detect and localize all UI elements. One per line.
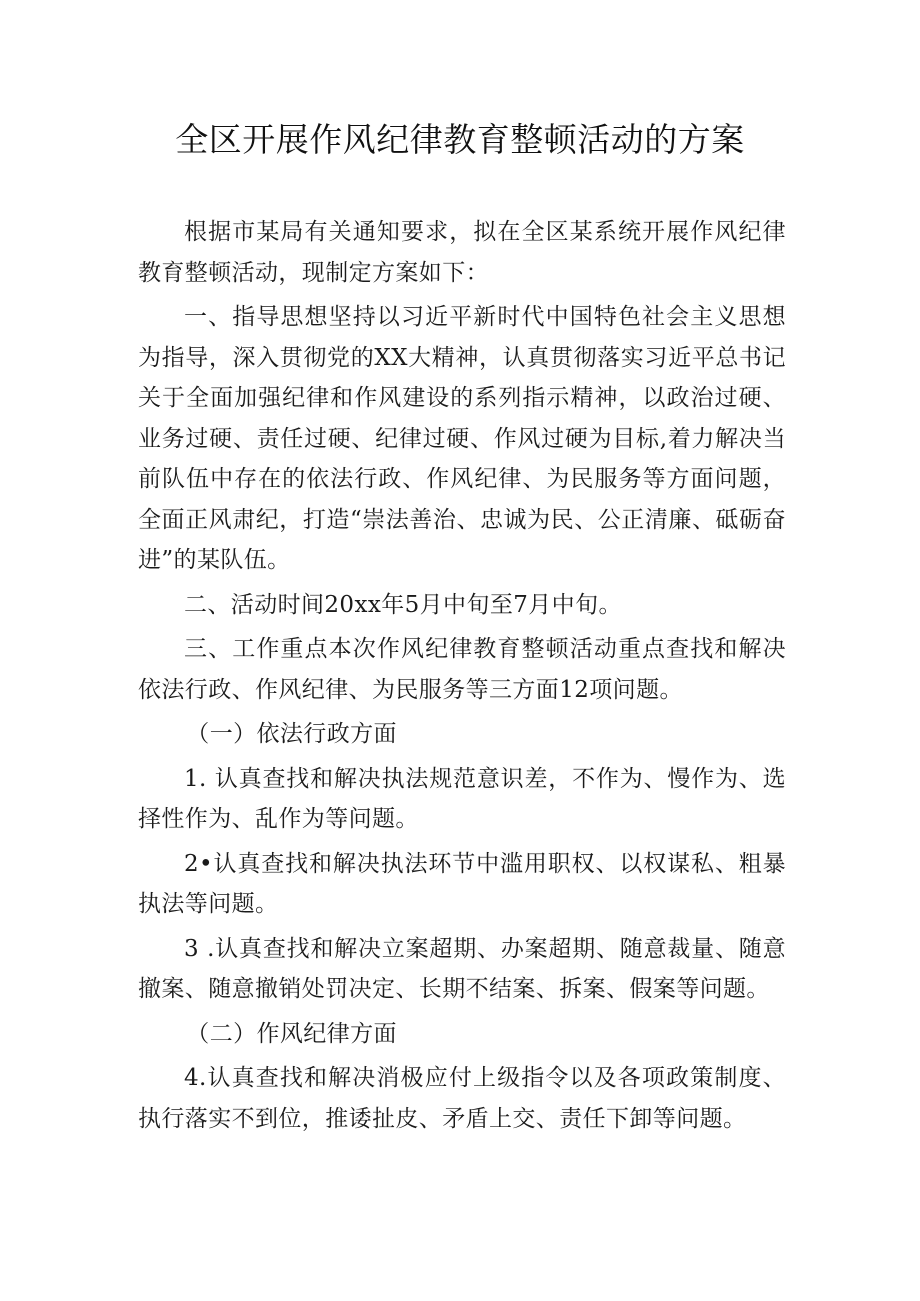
intro-paragraph: 根据市某局有关通知要求，拟在全区某系统开展作风纪律教育整顿活动，现制定方案如下：: [138, 219, 786, 286]
document-title: 全区开展作风纪律教育整顿活动的方案: [175, 120, 745, 159]
section-heading-law: （一）依法行政方面: [186, 721, 397, 747]
document-body: [138, 212, 786, 1139]
guiding-principle-paragraph: 一、指导思想坚持以习近平新时代中国特色社会主义思想为指导，深入贯彻党的XX大精神，认真贯彻落实习近平总书记关于全面加强纪律和作风建设的系列指示精神，以政治过硬、业务过硬、责任过硬、纪律过硬、作风过硬为目标,着力解决当前队伍中存在的依法行政、作风纪律、为民服务等方面问题，全面正风肃纪，打造“崇法善治、忠诚为民、公正清廉、砥砺奋进”的某队伍。: [138, 304, 786, 573]
item-1-paragraph: 1. 认真查找和解决执法规范意识差，不作为、慢作为、选择性作为、乱作为等问题。: [138, 765, 786, 832]
activity-time-paragraph: 二、活动时间20xx年5月中旬至7月中旬。: [184, 591, 622, 618]
item-3-paragraph: 3 .认真查找和解决立案超期、办案超期、随意裁量、随意撤案、随意撤销处罚决定、长期不结案、拆案、假案等问题。: [138, 935, 786, 1002]
work-focus-paragraph: 三、工作重点本次作风纪律教育整顿活动重点查找和解决依法行政、作风纪律、为民服务等三方面12项问题。: [138, 636, 786, 703]
section-heading-discipline: （二）作风纪律方面: [186, 1020, 397, 1047]
item-4-paragraph: 4.认真查找和解决消极应付上级指令以及各项政策制度、执行落实不到位，推诿扯皮、矛盾上交、责任下卸等问题。: [138, 1065, 786, 1132]
item-2-paragraph: 2•认真查找和解决执法环节中滥用职权、以权谋私、粗暴执法等问题。: [138, 850, 786, 917]
